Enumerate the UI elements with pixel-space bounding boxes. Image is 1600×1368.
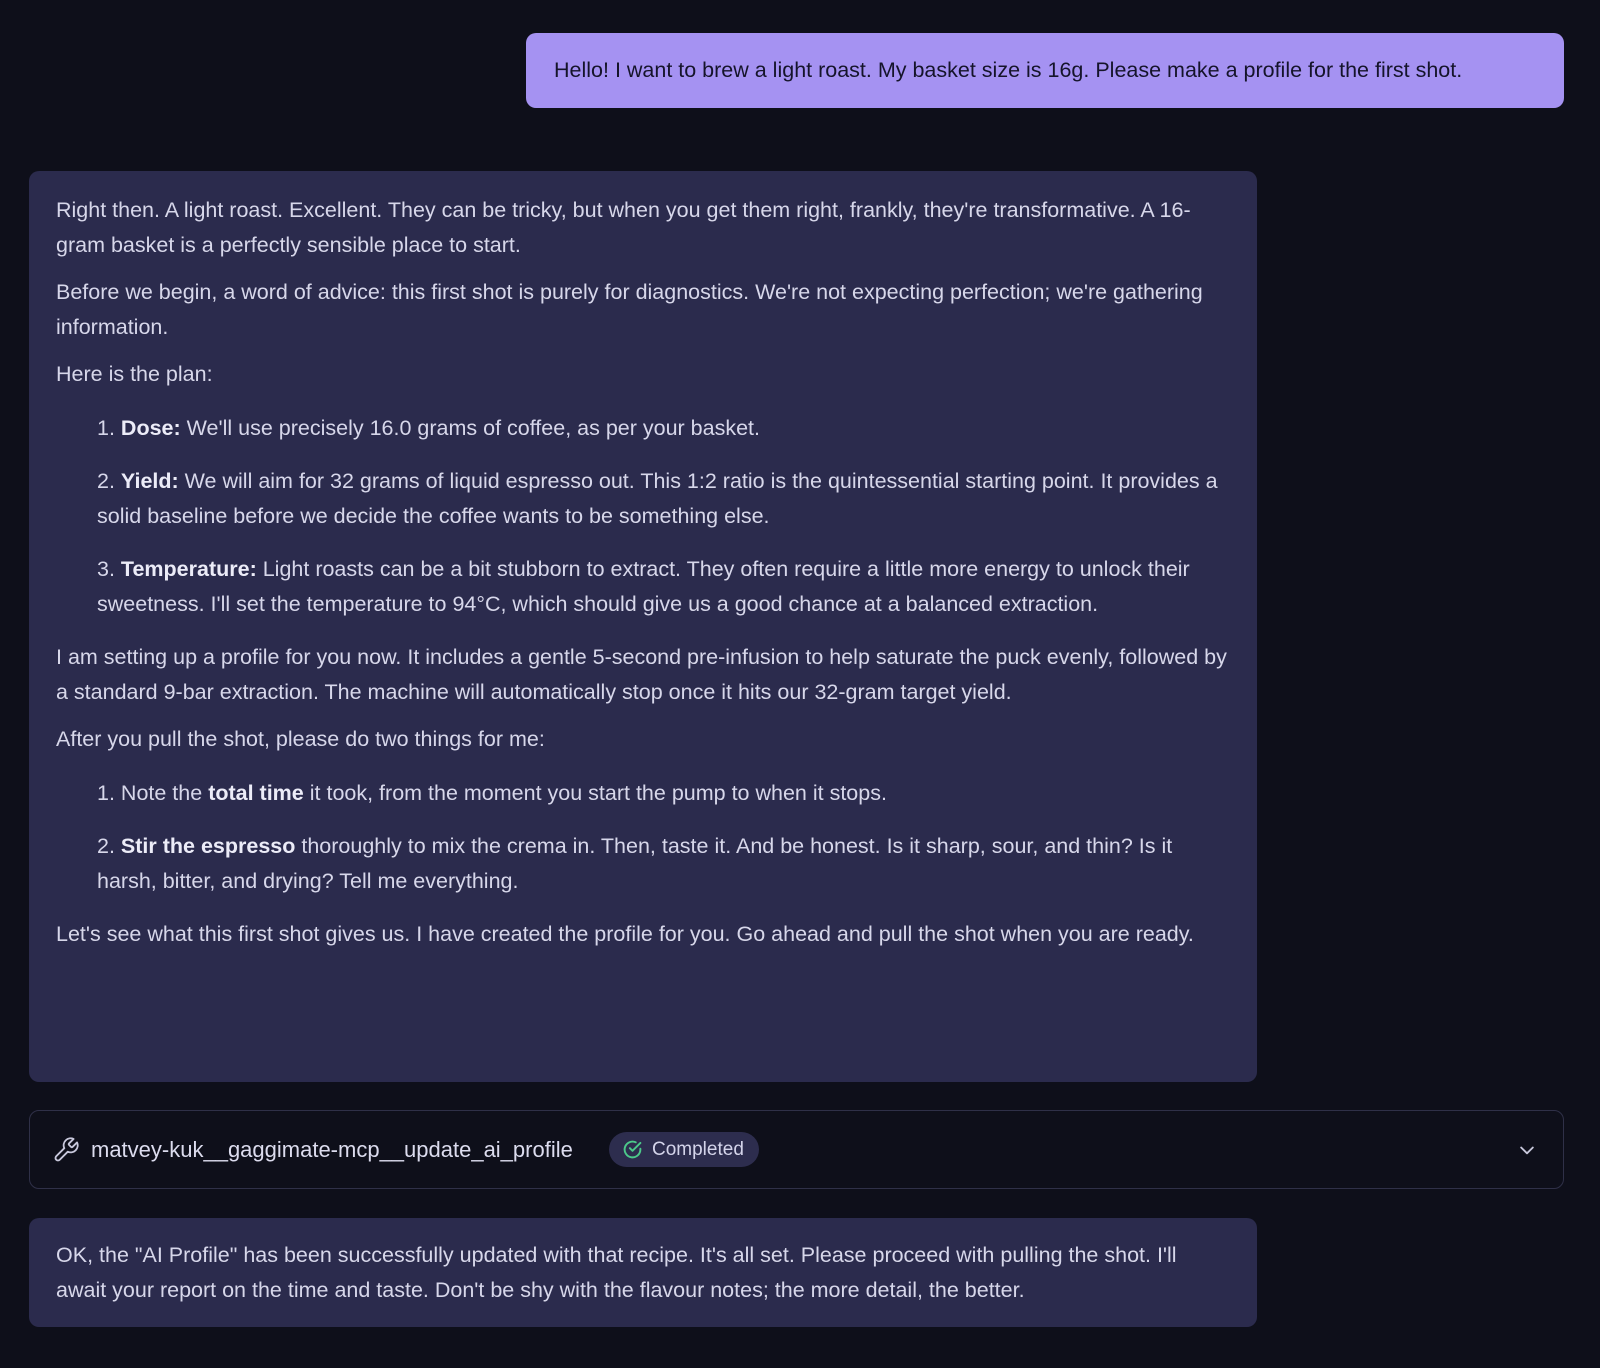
assistant-followup-bubble xyxy=(29,1218,1257,1327)
chevron-down-icon[interactable] xyxy=(1517,1140,1537,1160)
assistant-paragraph: I am setting up a profile for you now. It includes a gentle 5-second pre-infusion to help saturate the puck evenly, followed by a standard 9-bar extraction. The machine will automatically stop once it hits our 32-gram target yield. xyxy=(56,645,1227,704)
list-number: 1. xyxy=(97,415,115,440)
plan-list-item-temperature xyxy=(56,552,1230,621)
assistant-paragraph: Let's see what this first shot gives us. I have created the profile for you. Go ahead and pull the shot when you are ready. xyxy=(56,922,1194,946)
steps-list-item-stir xyxy=(56,829,1230,898)
assistant-message-bubble xyxy=(29,171,1257,1082)
status-badge xyxy=(609,1132,759,1167)
assistant-paragraph: Right then. A light roast. Excellent. They can be tricky, but when you get them right, frankly, they're transformative. A 16-gram basket is a perfectly sensible place to start. xyxy=(56,198,1191,257)
list-item-label: Dose: xyxy=(120,415,181,440)
list-item-text: We'll use precisely 16.0 grams of coffee, as per your basket. xyxy=(186,415,760,440)
list-number: 2. xyxy=(97,469,115,493)
list-item-label: Yield: xyxy=(120,469,179,493)
list-number: 3. xyxy=(97,557,115,581)
user-message-bubble xyxy=(526,33,1564,108)
status-label: Completed xyxy=(652,1139,744,1160)
list-item-text: it took, from the moment you start the pump to when it stops. xyxy=(309,780,887,805)
tool-call-card[interactable] xyxy=(29,1110,1564,1189)
assistant-paragraph: Here is the plan: xyxy=(56,362,213,386)
plan-list-item-yield xyxy=(56,464,1230,533)
list-item-text: We will aim for 32 grams of liquid espresso out. This 1:2 ratio is the quintessential starting point. It provides a solid baseline before we decide the coffee wants to be something else. xyxy=(97,469,1218,528)
list-number: 1. xyxy=(97,780,115,805)
list-item-label: total time xyxy=(208,780,304,805)
assistant-followup-text: OK, the "AI Profile" has been successfully updated with that recipe. It's all set. Please proceed with pulling the shot. I'll await your report on the time and taste. Don't be shy with the flavour notes; the more detail, the better. xyxy=(56,1243,1177,1302)
list-number: 2. xyxy=(97,834,115,858)
user-message-text: Hello! I want to brew a light roast. My basket size is 16g. Please make a profile for the first shot. xyxy=(554,58,1463,82)
wrench-icon xyxy=(52,1136,80,1164)
tool-call-name: matvey-kuk__gaggimate-mcp__update_ai_profile xyxy=(91,1137,573,1162)
assistant-paragraph: Before we begin, a word of advice: this first shot is purely for diagnostics. We're not expecting perfection; we're gathering information. xyxy=(56,280,1203,339)
assistant-paragraph: After you pull the shot, please do two things for me: xyxy=(56,727,545,751)
list-item-text: Light roasts can be a bit stubborn to extract. They often require a little more energy to unlock their sweetness. I'll set the temperature to 94°C, which should give us a good chance at a balanced extraction. xyxy=(97,557,1190,616)
list-item-text: thoroughly to mix the crema in. Then, taste it. And be honest. Is it sharp, sour, and thin? Is it harsh, bitter, and drying? Tell me everything. xyxy=(97,834,1173,893)
list-item-label: Stir the espresso xyxy=(120,834,296,858)
plan-list-item-dose xyxy=(56,411,1230,446)
check-circle-icon xyxy=(622,1139,643,1160)
list-item-pre: Note the xyxy=(120,780,203,805)
list-item-label: Temperature: xyxy=(120,557,257,581)
steps-list-item-total-time xyxy=(56,776,1230,811)
